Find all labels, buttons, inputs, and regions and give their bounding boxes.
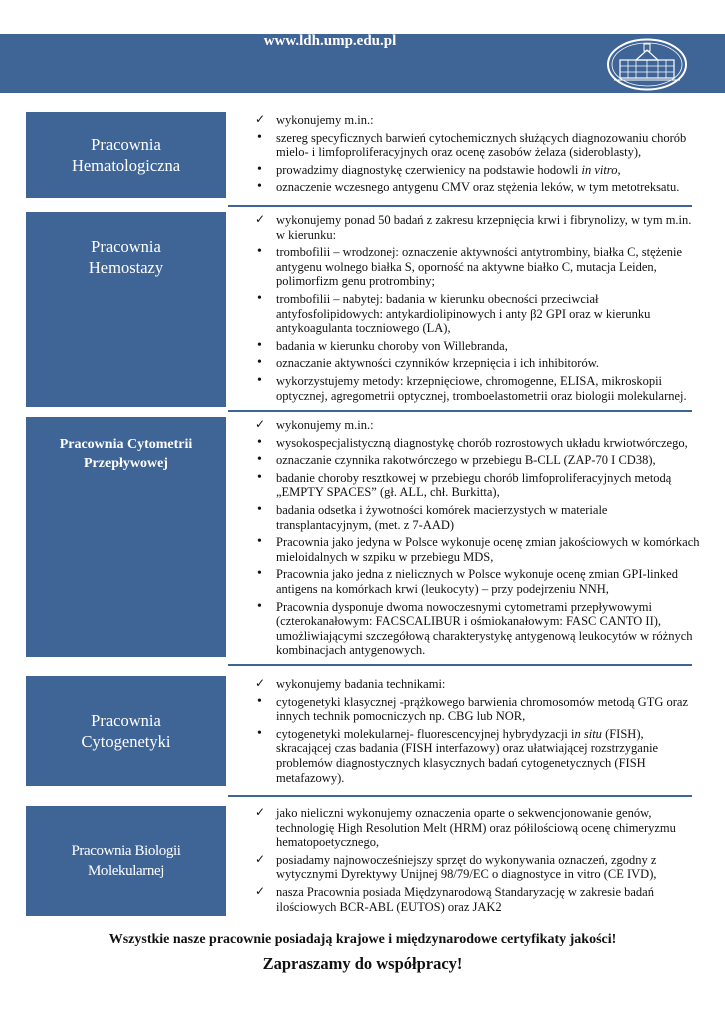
list-item: • trombofilii – nabytej: badania w kierunku obecności przeciwciał antyfosfolipidowych: antykardiolipinowych i anty β2 GPI oraz w kierunku antykoagulanta toczniowego (LA),: [252, 292, 702, 336]
section-list-molecular-biology: [252, 806, 702, 917]
list-item: • badanie choroby resztkowej w przebiegu chorób limfoproliferacyjnych metodą „EMPTY SPACES” (gł. ALL, chł. Burkitta),: [252, 471, 702, 500]
section-divider: [228, 795, 692, 797]
section-divider: [228, 664, 692, 666]
section-list-cytogenetics: [252, 677, 702, 788]
list-item: • trombofilii – wrodzonej: oznaczenie aktywności antytrombiny, białka C, stężenie antygenu wolnego białka S, oporność na aktywne białko C, mutacja Leiden, polimorfizm genu protrombiny;: [252, 245, 702, 289]
list-item: • Pracownia jako jedna z nielicznych w Polsce wykonuje ocenę zmian GPI-linked antigens na komórkach krwi (leukocyty) – przy podejrzeniu NNH,: [252, 567, 702, 596]
list-item: • oznaczenie wczesnego antygenu CMV oraz stężenia leków, w tym metotreksatu.: [252, 180, 702, 195]
list-item: • Pracownia jako jedyna w Polsce wykonuje ocenę zmian jakościowych w komórkach mieloidalnych w szpiku w przebiegu MDS,: [252, 535, 702, 564]
list-item: ✓ nasza Pracownia posiada Międzynarodową Standaryzację w zakresie badań ilościowych BCR-ABL (EUTOS) oraz JAK2: [252, 885, 702, 914]
list-item: • prowadzimy diagnostykę czerwienicy na podstawie hodowli in vitro,: [252, 163, 702, 178]
list-item: ✓ wykonujemy m.in.:: [252, 418, 702, 433]
list-item: ✓ posiadamy najnowocześniejszy sprzęt do wykonywania oznaczeń, zgodny z wytycznymi Dyrektywy Unijnej 98/79/EC o diagnostyce in vitro (CE IVD),: [252, 853, 702, 882]
section-list-flow-cytometry: [252, 418, 702, 661]
list-item: • cytogenetyki molekularnej- fluorescencyjnej hybrydyzacji in situ (FISH), skracającej czas badania (FISH interfazowy) oraz ułatwiającej rozstrzyganie problemów diagnostycznych klasycznych badań cytogenetycznych (FISH metafazowy).: [252, 727, 702, 785]
list-item: ✓ jako nieliczni wykonujemy oznaczenia oparte o sekwencjonowanie genów, technologię High Resolution Melt (HRM) oraz półilościową ocenę chimeryzmu hematopoetycznego,: [252, 806, 702, 850]
list-item: • wykorzystujemy metody: krzepnięciowe, chromogenne, ELISA, mikroskopii optycznej, agregometrii optycznej, tromboelastometrii oraz biologii molekularnej.: [252, 374, 702, 403]
list-item: • oznaczanie aktywności czynników krzepnięcia i ich inhibitorów.: [252, 356, 702, 371]
page-title: OFERTA LABORATORIUM DIAGNOSTYKI HEMATOLOGICZNEJ: [71, 6, 589, 25]
section-list-hematology: [252, 113, 702, 198]
university-building-seal-icon: [606, 38, 688, 91]
section-title-hematology: Pracownia Hematologiczna: [26, 112, 226, 198]
list-item: • badania w kierunku choroby von Willebranda,: [252, 339, 702, 354]
list-item: • cytogenetyki klasycznej -prążkowego barwienia chromosomów metodą GTG oraz innych technik pomocniczych np. CBG lub NOR,: [252, 695, 702, 724]
section-divider: [228, 205, 692, 207]
list-item: ✓ wykonujemy m.in.:: [252, 113, 702, 128]
certificates-note: Wszystkie nasze pracownie posiadają krajowe i międzynarodowe certyfikaty jakości!: [108, 932, 617, 947]
section-title-cytogenetics: Pracownia Cytogenetyki: [26, 676, 226, 786]
list-item: ✓ wykonujemy badania technikami:: [252, 677, 702, 692]
list-item: ✓ wykonujemy ponad 50 badań z zakresu krzepnięcia krwi i fibrynolizy, w tym m.in. w kierunku:: [252, 213, 702, 242]
section-title-hemostasis: Pracownia Hemostazy: [26, 212, 226, 407]
list-item: • oznaczanie czynnika rakotwórczego w przebiegu B-CLL (ZAP-70 I CD38),: [252, 453, 702, 468]
section-list-hemostasis: [252, 213, 702, 406]
list-item: • Pracownia dysponuje dwoma nowoczesnymi cytometrami przepływowymi (czterokanałowym: FACSCALIBUR i ośmiokanałowym: FASC CANTO II), umożliwiającymi szczegółową charakterystykę antygenową leukocytów w różnych kombinacjach antygenowych.: [252, 600, 702, 658]
list-item: • szereg specyficznych barwień cytochemicznych służących diagnozowaniu chorób mielo- i limfoproliferacyjnych oraz ocenę zasobów żelaza (sideroblasty),: [252, 131, 702, 160]
section-title-flow-cytometry: Pracownia Cytometrii Przepływowej: [26, 417, 226, 657]
section-divider: [228, 410, 692, 412]
invitation-text: Zapraszamy do współpracy!: [262, 954, 463, 973]
website-url: www.ldh.ump.edu.pl: [263, 33, 397, 49]
list-item: • badania odsetka i żywotności komórek macierzystych w materiale transplantacyjnym, (met. z 7-AAD): [252, 503, 702, 532]
section-title-molecular-biology: Pracownia Biologii Molekularnej: [26, 806, 226, 916]
list-item: • wysokospecjalistyczną diagnostykę chorób rozrostowych układu krwiotwórczego,: [252, 436, 702, 451]
